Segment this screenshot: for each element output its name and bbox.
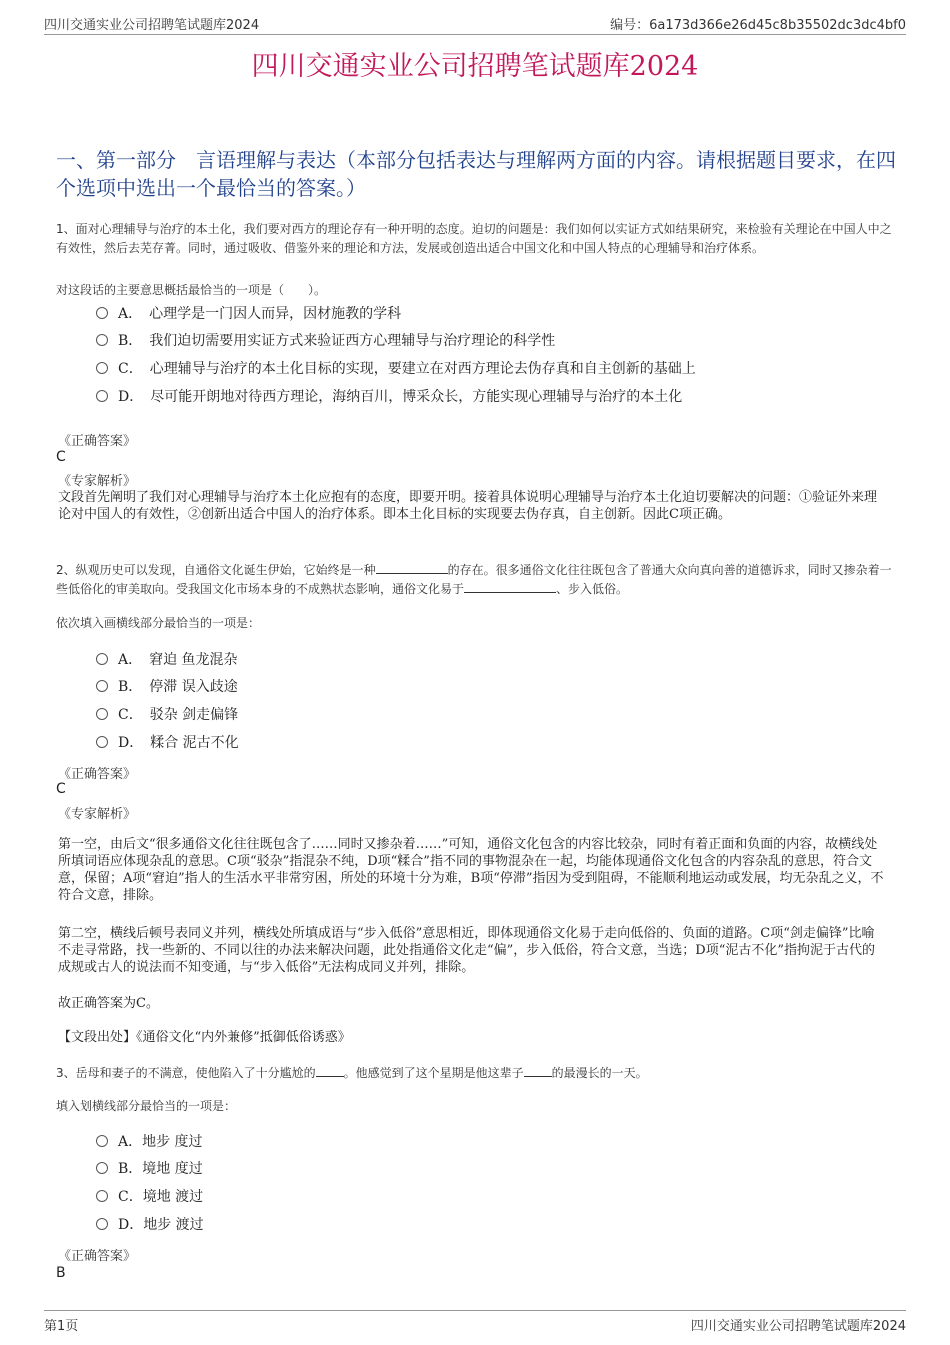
q3-option-d[interactable]: D．地步 渡过 xyxy=(96,1215,204,1235)
question-3-stem: 3、岳母和妻子的不满意，使他陷入了十分尴尬的 。他感觉到了这个星期是他这辈子 的最漫长的一天。 xyxy=(56,1066,648,1080)
q2-source: 【文段出处】《通俗文化“内外兼修”抵御低俗诱惑》 xyxy=(58,1030,351,1045)
radio-button-icon[interactable] xyxy=(96,1135,108,1147)
page-header xyxy=(44,14,906,35)
q2-analysis-paragraph-1: 第一空，由后文“很多通俗文化往往既包含了……同时又掺杂着……”可知，通俗文化包含的内容比较杂，同时有着正面和负面的内容，故横线处所填词语应体现杂乱的意思。C项“驳杂”指混杂不纯，D项“糅合”指不同的事物混杂在一起，均能体现通俗文化包含的内容杂乱的意思，符合文意，保留；A项“窘迫”指人的生活水平非常穷困，所处的环境十分为难，B项“停滞”指因为受到阻碍，不能顺利地运动或发展，均无杂乱之义，不符合文意，排除。 xyxy=(58,837,884,903)
q2-option-b[interactable]: B． 停滞 误入歧途 xyxy=(96,677,238,697)
fill-blank xyxy=(316,1064,344,1077)
radio-button-icon[interactable] xyxy=(96,334,108,346)
header-title: 四川交通实业公司招聘笔试题库2024 xyxy=(44,18,260,33)
page-footer xyxy=(44,1310,906,1336)
q1-analysis: 文段首先阐明了我们对心理辅导与治疗本土化应抱有的态度，即要开明。接着具体说明心理辅导与治疗本土化迫切要解决的问题：①验证外来理论对中国人的有效性，②创新出适合中国人的治疗体系。即本土化目标的实现要去伪存真，自主创新。因此C项正确。 xyxy=(58,490,878,522)
q3-option-a[interactable]: A．地步 度过 xyxy=(96,1132,203,1152)
q3-answer: B xyxy=(56,1265,66,1281)
question-1-prompt: 对这段话的主要意思概括最恰当的一项是（ ）。 xyxy=(56,283,327,297)
q1-option-c[interactable]: C． 心理辅导与治疗的本土化目标的实现，要建立在对西方理论去伪存真和自主创新的基础上 xyxy=(96,359,696,379)
question-1-stem: 1、面对心理辅导与治疗的本土化，我们要对西方的理论存有一种开明的态度。迫切的问题是：我们如何以实证方式如结果研究，来检验有关理论在中国人中之有效性，然后去芜存菁。同时，通过吸收、借鉴外来的理论和方法，发展或创造出适合中国文化和中国人特点的心理辅导和治疗体系。 xyxy=(56,222,892,255)
q2-answer: C xyxy=(56,781,66,797)
q1-option-a[interactable]: A． 心理学是一门因人而异，因材施教的学科 xyxy=(96,304,401,324)
radio-button-icon[interactable] xyxy=(96,708,108,720)
q2-analysis-label: 《专家解析》 xyxy=(58,807,137,822)
radio-button-icon[interactable] xyxy=(96,1218,108,1230)
q2-option-c[interactable]: C． 驳杂 剑走偏锋 xyxy=(96,705,238,725)
header-doc-id: 编号：6a173d366e26d45c8b35502dc3dc4bf0 xyxy=(610,18,906,33)
radio-button-icon[interactable] xyxy=(96,736,108,748)
q1-analysis-label: 《专家解析》 xyxy=(58,474,137,489)
radio-button-icon[interactable] xyxy=(96,1162,108,1174)
document-title: 四川交通实业公司招聘笔试题库2024 xyxy=(251,51,699,82)
q2-analysis-conclusion: 故正确答案为C。 xyxy=(58,996,159,1011)
q3-option-b[interactable]: B．境地 度过 xyxy=(96,1159,203,1179)
q1-answer: C xyxy=(56,449,66,465)
radio-button-icon[interactable] xyxy=(96,1190,108,1202)
question-3-prompt: 填入划横线部分最恰当的一项是： xyxy=(56,1099,237,1113)
radio-button-icon[interactable] xyxy=(96,390,108,402)
fill-blank xyxy=(524,1064,552,1077)
radio-button-icon[interactable] xyxy=(96,680,108,692)
q2-option-a[interactable]: A． 窘迫 鱼龙混杂 xyxy=(96,650,238,670)
radio-button-icon[interactable] xyxy=(96,307,108,319)
q3-answer-label: 《正确答案》 xyxy=(58,1249,137,1264)
q1-option-b[interactable]: B． 我们迫切需要用实证方式来验证西方心理辅导与治疗理论的科学性 xyxy=(96,331,555,351)
radio-button-icon[interactable] xyxy=(96,362,108,374)
q2-option-d[interactable]: D． 糅合 泥古不化 xyxy=(96,733,239,753)
page-number: 第1页 xyxy=(44,1319,79,1334)
q1-option-d[interactable]: D． 尽可能开朗地对待西方理论，海纳百川，博采众长，方能实现心理辅导与治疗的本土化 xyxy=(96,387,682,407)
footer-title: 四川交通实业公司招聘笔试题库2024 xyxy=(690,1319,906,1334)
fill-blank xyxy=(376,561,448,574)
radio-button-icon[interactable] xyxy=(96,653,108,665)
q2-answer-label: 《正确答案》 xyxy=(58,767,137,782)
question-2-prompt: 依次填入画横线部分最恰当的一项是： xyxy=(56,616,261,630)
q3-option-c[interactable]: C．境地 渡过 xyxy=(96,1187,203,1207)
q2-analysis-paragraph-2: 第二空，横线后顿号表同义并列，横线处所填成语与“步入低俗”意思相近，即体现通俗文化易于走向低俗的、负面的道路。C项“剑走偏锋”比喻不走寻常路，找一些新的、不同以往的办法来解决问题，此处指通俗文化走“偏”，步入低俗，符合文意，当选；D项“泥古不化”指拘泥于古代的成规或古人的说法而不知变通，与“步入低俗”无法构成同义并列，排除。 xyxy=(58,926,876,975)
q1-answer-label: 《正确答案》 xyxy=(58,434,137,449)
section-heading: 一、第一部分 言语理解与表达（本部分包括表达与理解两方面的内容。请根据题目要求，在四个选项中选出一个最恰当的答案。） xyxy=(56,148,896,200)
question-2-stem: 2、纵观历史可以发现，自通俗文化诞生伊始，它始终是一种 的存在。很多通俗文化往往既包含了普通大众向真向善的道德诉求，同时又掺杂着一些低俗化的审美取向。受我国文化市场本身的不成熟状态影响，通俗文化易于 、步入低俗。 xyxy=(56,563,892,596)
fill-blank xyxy=(464,580,556,593)
